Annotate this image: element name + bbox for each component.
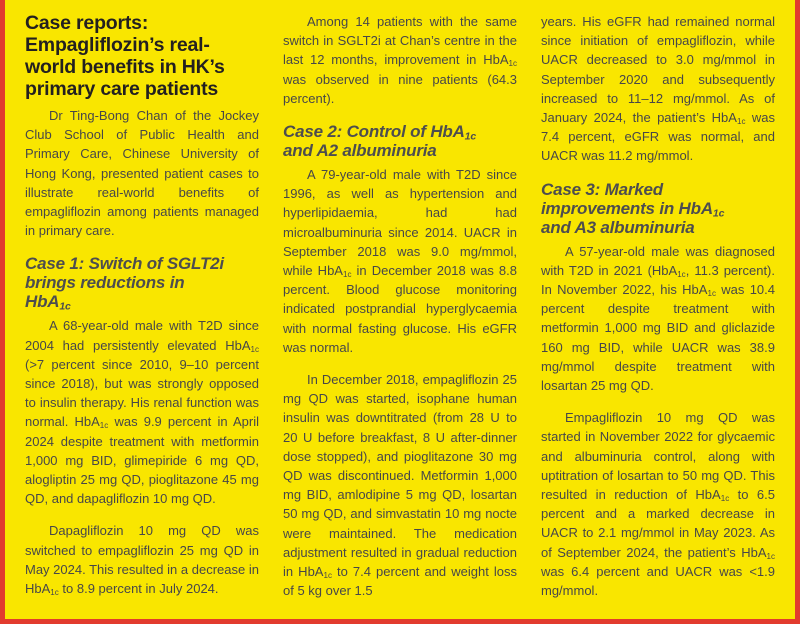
switch-audit-paragraph: Among 14 patients with the same switch in SGLT2i at Chan’s centre in the last 12 months, improvement in HbA$_{1c}$ was observed in nine patients (64.3 percent).	[283, 14, 517, 106]
case3-paragraph-1: A 57-year-old male was diagnosed with T2D in 2021 (HbA$_{1c}$, 11.3 percent). In November 2022, his HbA$_{1c}$ was 10.4 percent despite treatment with metformin 1,000 mg BID and gliclazide 160 mg BID, while UACR was 38.9 mg/mmol despite treatment with losartan 25 mg QD.	[541, 243, 776, 394]
case1-paragraph-2: Dapagliflozin 10 mg QD was switched to empagliflozin 25 mg QD in May 2024. This resulted in a decrease in HbA$_{1c}$ to 8.9 percent in July 2024.	[25, 523, 259, 598]
case1-paragraph-1: A 68-year-old male with T2D since 2004 had persistently elevated HbA$_{1c}$ (>7 percent since 2010, 9–10 percent since 2018), but was strongly opposed to insulin therapy. His renal function was normal. HbA$_{1c}$ was 9.9 percent in April 2024 despite treatment with metformin 1,000 mg BID, glimepiride 6 mg QD, alogliptin 25 mg QD, pioglitazone 45 mg QD, and dapagliflozin 10 mg QD.	[25, 318, 259, 507]
case3-heading: Case 3: Marked improvements in HbA$_{1c}$ and A3 albuminuria	[541, 179, 725, 237]
intro-paragraph: Dr Ting-Bong Chan of the Jockey Club School of Public Health and Primary Care, Chinese University of Hong Kong, presented patient cases to illustrate real-world benefits of empagliflozin among patients managed in primary care.	[25, 108, 259, 239]
column-1	[25, 12, 259, 609]
column-3	[541, 12, 775, 609]
case2-paragraph-2: In December 2018, empagliflozin 25 mg QD was started, isophane human insulin was downtitrated (from 28 U to 20 U before breakfast, 8 U after-dinner dose stopped), and pioglitazone 30 mg QD was discontinued. Metformin 1,000 mg BID, amlodipine 5 mg QD, losartan 50 mg QD, and simvastatin 10 mg nocte were maintained. The medication adjustment resulted in gradual reduction in HbA$_{1c}$ to 7.4 percent and weight loss of 5 kg over 1.5	[283, 372, 517, 599]
case3-paragraph-2: Empagliflozin 10 mg QD was started in November 2022 for glycaemic and albuminuria control, along with uptitration of losartan to 50 mg QD. This resulted in reduction of HbA$_{1c}$ to 6.5 percent and a marked decrease in UACR to 2.1 mg/mmol in May 2023. As of September 2024, the patient’s HbA$_{1c}$ was 6.4 percent and UACR was <1.9 mg/mmol.	[541, 410, 775, 599]
case2-paragraph-3-continuation: years. His eGFR had remained normal since initiation of empagliflozin, while UACR decreased to 3.0 mg/mmol in September 2020 and subsequently increased to 11–12 mg/mmol. As of January 2024, the patient’s HbA$_{1c}$ was 7.4 percent, eGFR was normal, and UACR was 11.2 mg/mmol.	[541, 14, 775, 164]
case2-paragraph-1: A 79-year-old male with T2D since 1996, as well as hypertension and hyperlipidaemia, had had microalbuminuria since 2014. UACR in September 2018 was 9.0 mg/mmol, while HbA$_{1c}$ in December 2018 was 8.8 percent. Blood glucose monitoring indicated postprandial hyperglycaemia with normal fasting glucose. His eGFR was normal.	[283, 167, 517, 355]
column-2	[283, 12, 517, 609]
article-title: Case reports: Empagliflozin’s real- world benefits in HK’s primary care patients	[25, 12, 225, 100]
case1-heading: Case 1: Switch of SGLT2i brings reductions in HbA$_{1c}$	[25, 254, 224, 314]
case2-heading: Case 2: Control of HbA$_{1c}$ and A2 albuminuria	[283, 122, 476, 161]
